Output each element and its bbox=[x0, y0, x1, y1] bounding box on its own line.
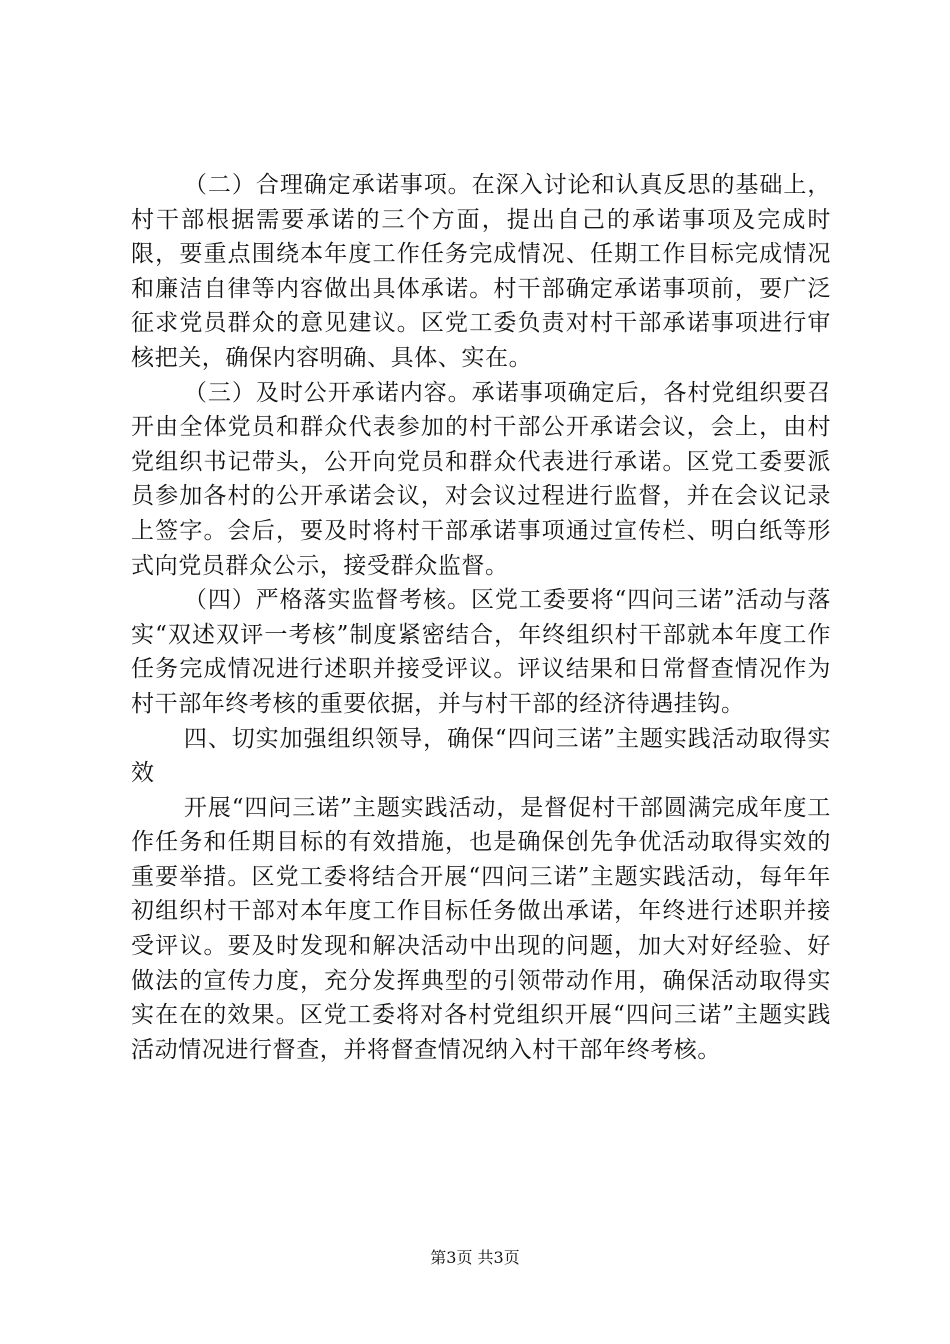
page-footer: 第3页 共3页 bbox=[430, 1248, 520, 1267]
paragraph-activity-effect: 开展“四问三诺”主题实践活动，是督促村干部圆满完成年度工作任务和任期目标的有效措施，也是确保创先争优活动取得实效的重要举措。区党工委将结合开展“四问三诺”主题实践活动，每年年初组织村干部对本年度工作目标任务做出承诺，年终进行述职并接受评议。要及时发现和解决活动中出现的问题，加大对好经验、好做法的宣传力度，充分发挥典型的引领带动作用，确保活动取得实实在在的效果。区党工委将对各村党组织开展“四问三诺”主题实践活动情况进行督查，并将督查情况纳入村干部年终考核。 bbox=[131, 794, 831, 1063]
paragraph-supervision: （四）严格落实监督考核。区党工委要将“四问三诺”活动与落实“双述双评一考核”制度紧密结合，年终组织村干部就本年度工作任务完成情况进行述职并接受评议。评议结果和日常督查情况作为村干部年终考核的重要依据，并与村干部的经济待遇挂钩。 bbox=[131, 587, 831, 717]
paragraph-commitment-items: （二）合理确定承诺事项。在深入讨论和认真反思的基础上，村干部根据需要承诺的三个方面，提出自己的承诺事项及完成时限，要重点围绕本年度工作任务完成情况、任期工作目标完成情况和廉洁自律等内容做出具体承诺。村干部确定承诺事项前，要广泛征求党员群众的意见建议。区党工委负责对村干部承诺事项进行审核把关，确保内容明确、具体、实在。 bbox=[131, 172, 831, 371]
paragraph-public-commitment: （三）及时公开承诺内容。承诺事项确定后，各村党组织要召开由全体党员和群众代表参加的村干部公开承诺会议，会上，由村党组织书记带头，公开向党员和群众代表进行承诺。区党工委要派员参加各村的公开承诺会议，对会议过程进行监督，并在会议记录上签字。会后，要及时将村干部承诺事项通过宣传栏、明白纸等形式向党员群众公示，接受群众监督。 bbox=[131, 379, 831, 579]
document-body bbox=[131, 168, 831, 1067]
section-heading-leadership: 四、切实加强组织领导，确保“四问三诺”主题实践活动取得实效 bbox=[131, 725, 831, 787]
